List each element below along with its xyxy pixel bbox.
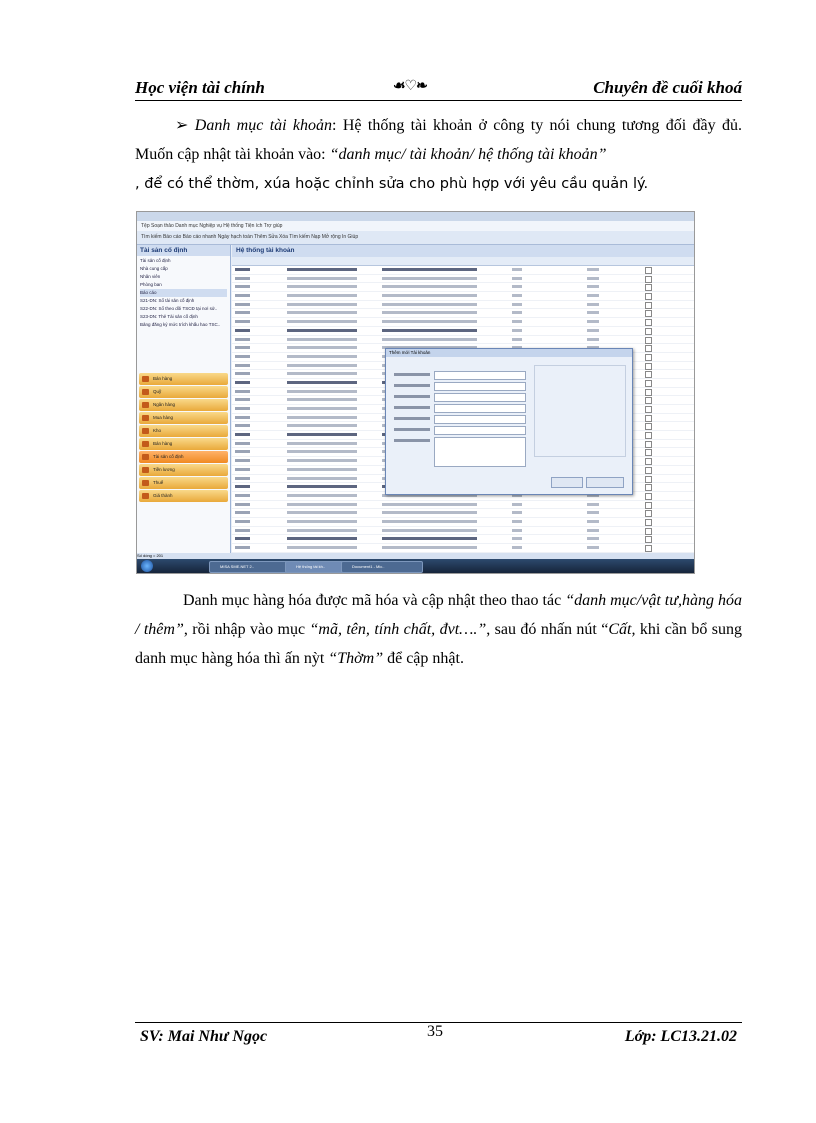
grid-row bbox=[232, 518, 694, 527]
taskbar-item: MISA SME.NET 2.. bbox=[209, 561, 291, 573]
nav-button: Thuế bbox=[139, 477, 228, 489]
account-group-select bbox=[434, 415, 526, 424]
left-list: Tài sản cố định Nhà cung cấp Nhân viên Phòng ban Báo cáo S21-DN: Sổ tài sản cố định S22-DN: Sổ theo dõi TSCĐ tại nơi sử.. S23-DN: Thẻ Tài sản cố định Bảng đăng ký mức trích khấu hao TSC.. bbox=[137, 256, 230, 330]
nav-button: Mua hàng bbox=[139, 412, 228, 424]
save-button bbox=[551, 477, 583, 488]
dialog-title: Thêm mới Tài khoản bbox=[386, 349, 632, 357]
accounts-grid bbox=[232, 245, 694, 553]
taskbar bbox=[137, 559, 694, 573]
grid-row bbox=[232, 301, 694, 310]
nav-button: Giá thành bbox=[139, 490, 228, 502]
grid-row bbox=[232, 527, 694, 536]
left-panel bbox=[137, 245, 231, 553]
note-field bbox=[434, 437, 526, 467]
page-number: 35 bbox=[427, 1023, 443, 1040]
toolbar: Tìm kiếm Báo cáo Báo cáo nhanh Ngày hạch toán Thêm Sửa Xóa Tìm kiếm Nạp Mở rộng In Giúp bbox=[137, 231, 694, 245]
grid-header bbox=[232, 257, 694, 266]
header-ornament: ☙♡❧ bbox=[393, 79, 427, 94]
general-account-select bbox=[434, 404, 526, 413]
footer-class: Lớp: LC13.21.02 bbox=[624, 1028, 737, 1045]
account-number-field bbox=[434, 371, 526, 380]
grid-row bbox=[232, 283, 694, 292]
nav-button: Bán hàng bbox=[139, 373, 228, 385]
account-name-field bbox=[434, 382, 526, 391]
menu-path: “danh mục/vật tư,hàng hóa / thêm” bbox=[135, 592, 742, 638]
paragraph-accounts: ➢ Danh mục tài khoản: Hệ thống tài khoản ở công ty nói chung tương đối đầy đủ. Muốn cập nhật tài khoản vào: “danh mục/ tài khoản/ hệ thống tài khoản” , để có thể thờm, xúa hoặc chỉnh sửa cho phù hợp với yêu cầu quản lý. bbox=[135, 117, 743, 192]
taskbar-item: Document1 - Mic.. bbox=[341, 561, 423, 573]
header-topic: Chuyên đề cuối khoá bbox=[593, 78, 742, 97]
section-label: Danh mục tài khoản bbox=[194, 117, 333, 134]
nav-button: Ngân hàng bbox=[139, 399, 228, 411]
footer-student: SV: Mai Như Ngọc bbox=[140, 1028, 268, 1045]
grid-row bbox=[232, 275, 694, 284]
english-name-field bbox=[434, 393, 526, 402]
nav-button: Bán hàng bbox=[139, 438, 228, 450]
grid-row bbox=[232, 509, 694, 518]
left-panel-title: Tài sản cố định bbox=[137, 245, 230, 256]
cancel-button bbox=[586, 477, 624, 488]
fields-text: “mã, tên, tính chất, đvt….” bbox=[309, 621, 487, 638]
save-label: Cất, bbox=[608, 621, 636, 638]
nav-button-selected: Tài sản cố định bbox=[139, 451, 228, 463]
grid-row bbox=[232, 266, 694, 275]
page-footer bbox=[135, 1022, 742, 1053]
grid-row bbox=[232, 336, 694, 345]
menu-path: “danh mục/ tài khoản/ hệ thống tài khoản” bbox=[329, 146, 607, 163]
nav-button: Tiền lương bbox=[139, 464, 228, 476]
nav-button: Quỹ bbox=[139, 386, 228, 398]
nav-button: Kho bbox=[139, 425, 228, 437]
software-screenshot bbox=[136, 211, 695, 574]
menu-bar: Tệp Soạn thảo Danh mục Nghiệp vụ Hệ thống Tiện ích Trợ giúp bbox=[137, 221, 694, 231]
module-nav bbox=[137, 372, 230, 503]
taskbar-item: Hệ thống tài kh.. bbox=[285, 561, 347, 573]
nature-select bbox=[434, 426, 526, 435]
status-bar: Số dòng = 201 bbox=[137, 553, 694, 559]
paragraph-goods: Danh mục hàng hóa được mã hóa và cập nhật theo thao tác “danh mục/vật tư,hàng hóa / thêm”, rồi nhập vào mục “mã, tên, tính chất, đvt….”, sau đó nhấn nút “Cất, khi cần bổ sung danh mục hàng hóa thì ấn nỳt “Thờm” để cập nhật. bbox=[135, 592, 742, 667]
window-titlebar bbox=[137, 212, 694, 221]
detail-options bbox=[534, 365, 626, 457]
grid-title: Hệ thống tài khoản bbox=[232, 245, 694, 257]
header-school: Học viện tài chính bbox=[135, 78, 265, 97]
grid-row bbox=[232, 309, 694, 318]
start-icon bbox=[141, 560, 153, 572]
grid-row bbox=[232, 535, 694, 544]
grid-row bbox=[232, 292, 694, 301]
grid-row bbox=[232, 501, 694, 510]
grid-row bbox=[232, 327, 694, 336]
grid-row bbox=[232, 318, 694, 327]
grid-row bbox=[232, 544, 694, 553]
add-account-dialog bbox=[385, 348, 633, 495]
page-header bbox=[135, 78, 742, 101]
bullet-icon: ➢ bbox=[175, 117, 189, 134]
add-label: “Thờm” bbox=[328, 650, 384, 667]
